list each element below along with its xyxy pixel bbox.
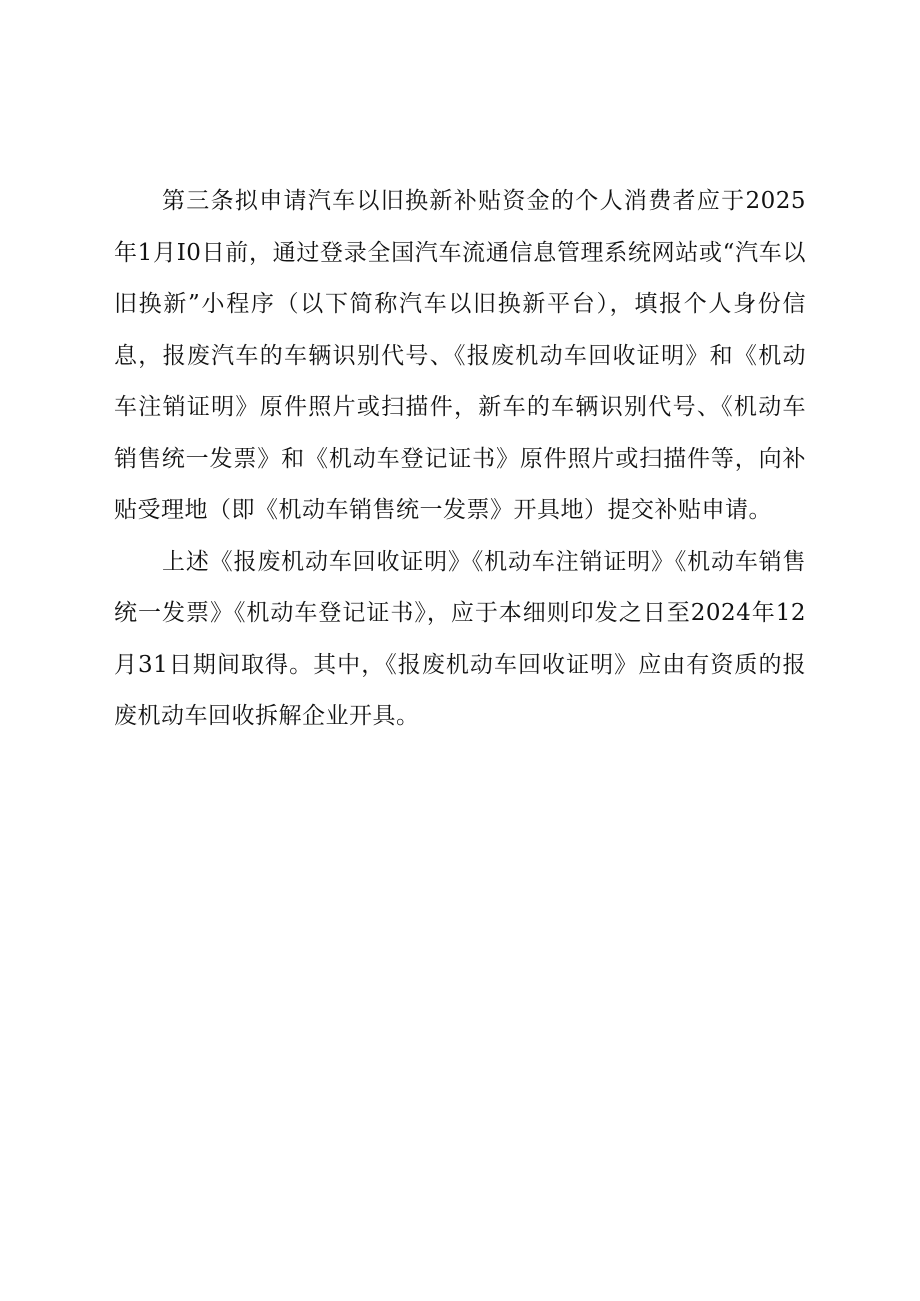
paragraph-article-three: 第三条拟申请汽车以旧换新补贴资金的个人消费者应于2025年1月I0日前，通过登录全国汽车流通信息管理系统网站或“汽车以旧换新”小程序（以下简称汽车以旧换新平台），填报个人身份信息，报废汽车的车辆识别代号、《报废机动车回收证明》和《机动车注销证明》原件照片或扫描件，新车的车辆识别代号、《机动车销售统一发票》和《机动车登记证书》原件照片或扫描件等，向补贴受理地（即《机动车销售统一发票》开具地）提交补贴申请。 — [114, 188, 806, 523]
paragraph-document-requirements: 上述《报废机动车回收证明》《机动车注销证明》《机动车销售统一发票》《机动车登记证书》，应于本细则印发之日至2024年12月31日期间取得。其中，《报废机动车回收证明》应由有资质的报废机动车回收拆解企业开具。 — [114, 548, 806, 729]
document-body — [114, 176, 806, 743]
